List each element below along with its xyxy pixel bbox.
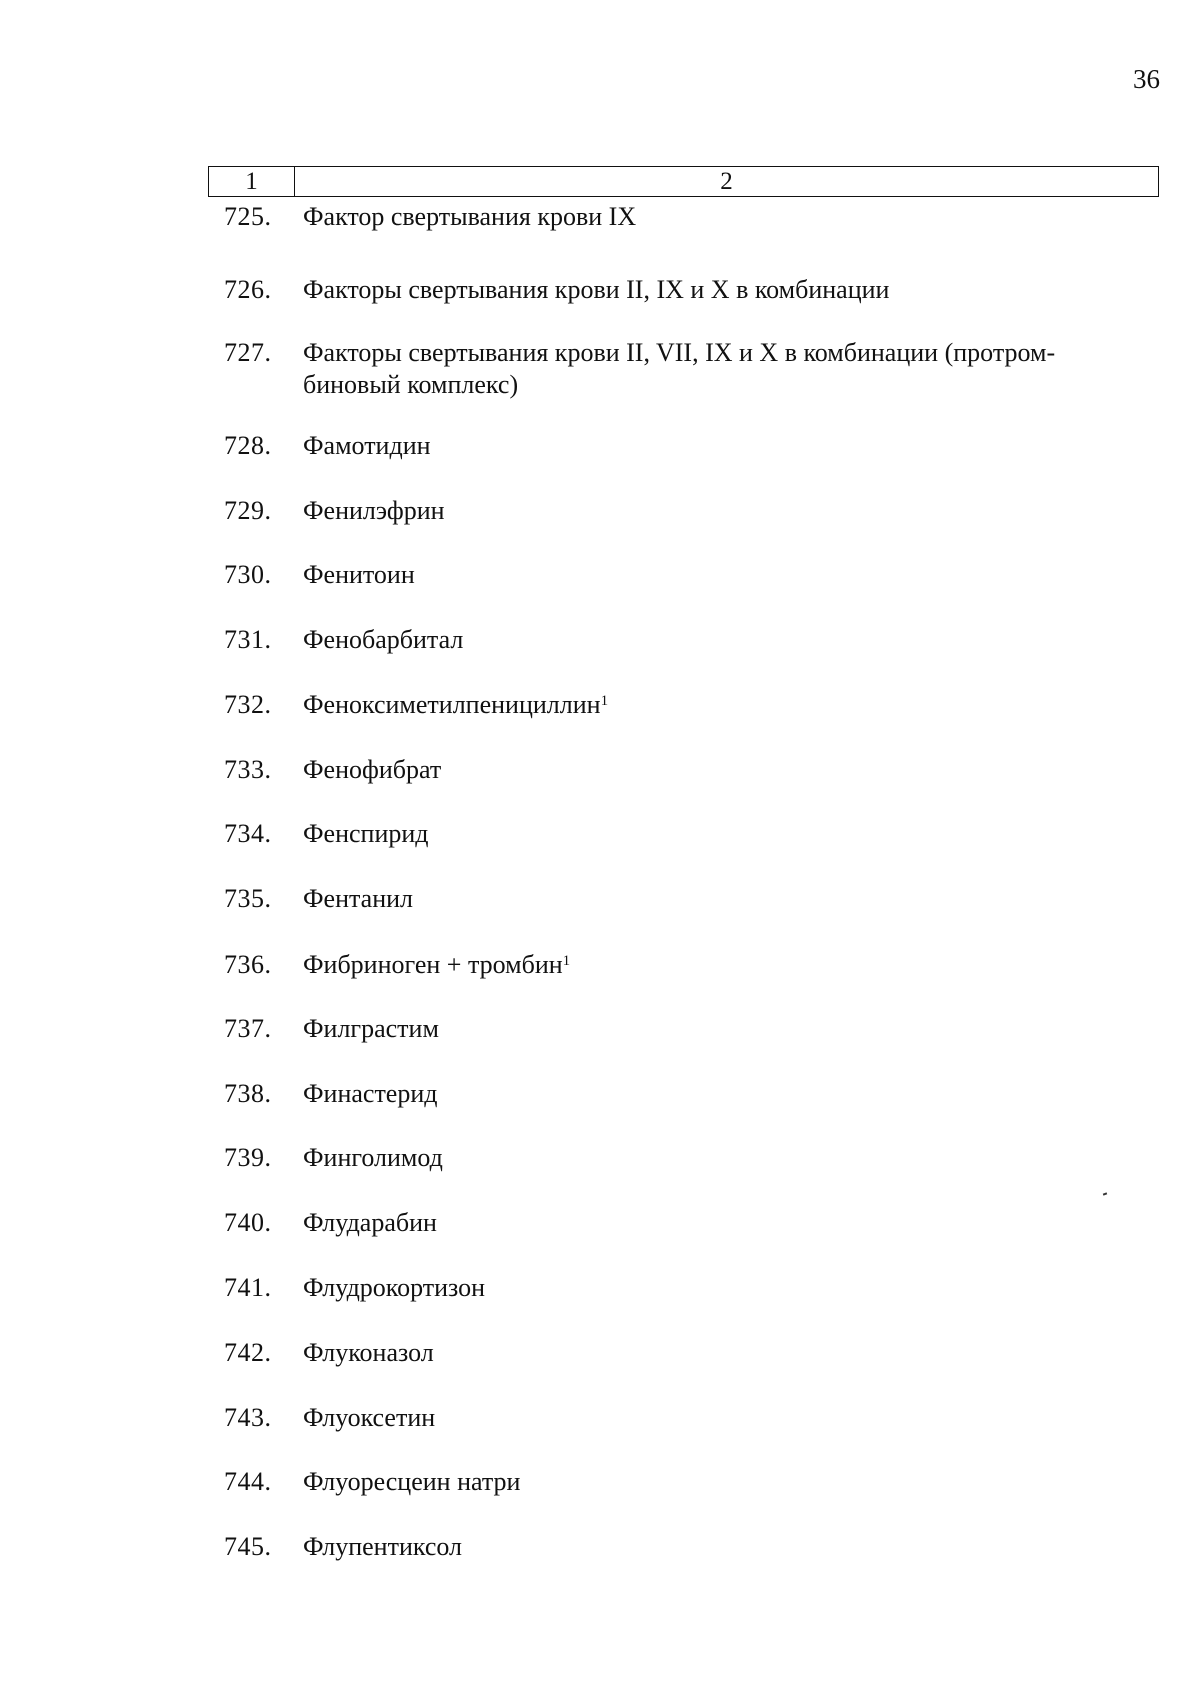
item-name-text: Флуоресцеин натри (303, 1467, 521, 1496)
item-name (303, 1337, 1153, 1369)
item-name (303, 1013, 1153, 1045)
item-number: 742. (224, 1338, 272, 1367)
item-number: 738. (224, 1079, 272, 1108)
item-name-text: Флуконазол (303, 1338, 434, 1367)
item-name-text: Фенилэфрин (303, 496, 445, 525)
item-number: 744. (224, 1467, 272, 1496)
item-name-text: Феноксиметилпенициллин (303, 690, 601, 719)
item-number: 734. (224, 819, 272, 848)
item-name (303, 818, 1153, 850)
item-number: 729. (224, 496, 272, 525)
item-name (303, 949, 1153, 981)
item-name (303, 624, 1153, 656)
item-name-text: Флупентиксол (303, 1532, 463, 1561)
column-header-1: 1 (209, 167, 295, 196)
footnote-mark: 1 (600, 693, 609, 709)
item-number: 725. (224, 202, 272, 231)
item-number: 737. (224, 1014, 272, 1043)
item-name (303, 430, 1153, 462)
page-number: 36 (1133, 64, 1160, 94)
item-name (303, 754, 1153, 786)
item-number: 732. (224, 690, 272, 719)
item-name-text: Филграстим (303, 1014, 439, 1043)
item-name (303, 1142, 1153, 1174)
item-name-text: Фенофибрат (303, 755, 442, 784)
item-name (303, 1207, 1153, 1239)
item-number: 740. (224, 1208, 272, 1237)
item-name-text: Финголимод (303, 1143, 443, 1172)
item-name (303, 1272, 1153, 1304)
item-number: 731. (224, 625, 272, 654)
item-name-text: Фентанил (303, 884, 414, 913)
item-number: 736. (224, 950, 272, 979)
footnote-mark: 1 (562, 953, 571, 969)
item-number: 745. (224, 1532, 272, 1561)
item-name (303, 274, 1153, 306)
item-name (303, 883, 1153, 915)
item-name (303, 495, 1153, 527)
item-name-text: Финастерид (303, 1079, 438, 1108)
column-header-2: 2 (720, 168, 733, 195)
item-number: 730. (224, 560, 272, 589)
item-name (303, 201, 1153, 233)
item-name-text: Фенитоин (303, 560, 415, 589)
item-name-text: Фибриноген + тромбин (303, 950, 563, 979)
item-name-text: Факторы свертывания крови II, VII, IX и X в комбинации (протром- (303, 338, 1056, 367)
item-name-text: Флударабин (303, 1208, 437, 1237)
item-number: 733. (224, 755, 272, 784)
item-name (303, 1531, 1153, 1563)
item-number: 728. (224, 431, 272, 460)
item-number: 735. (224, 884, 272, 913)
item-name (303, 559, 1153, 591)
item-name-text: Фактор свертывания крови IX (303, 202, 637, 231)
item-name (303, 1078, 1153, 1110)
item-name (303, 337, 1153, 401)
item-name (303, 1466, 1153, 1498)
item-name (303, 1402, 1153, 1434)
item-number: 726. (224, 275, 272, 304)
item-name (303, 689, 1153, 721)
item-name-text: Факторы свертывания крови II, IX и X в комбинации (303, 275, 890, 304)
item-number: 743. (224, 1403, 272, 1432)
item-name-text: Флудрокортизон (303, 1273, 486, 1302)
item-number: 739. (224, 1143, 272, 1172)
item-number: 727. (224, 338, 272, 367)
item-name-continuation: биновый комплекс) (303, 370, 519, 399)
item-name-text: Флуоксетин (303, 1403, 436, 1432)
item-name-text: Фамотидин (303, 431, 431, 460)
item-name-text: Фенспирид (303, 819, 429, 848)
item-number: 741. (224, 1273, 272, 1302)
item-name-text: Фенобарбитал (303, 625, 464, 654)
